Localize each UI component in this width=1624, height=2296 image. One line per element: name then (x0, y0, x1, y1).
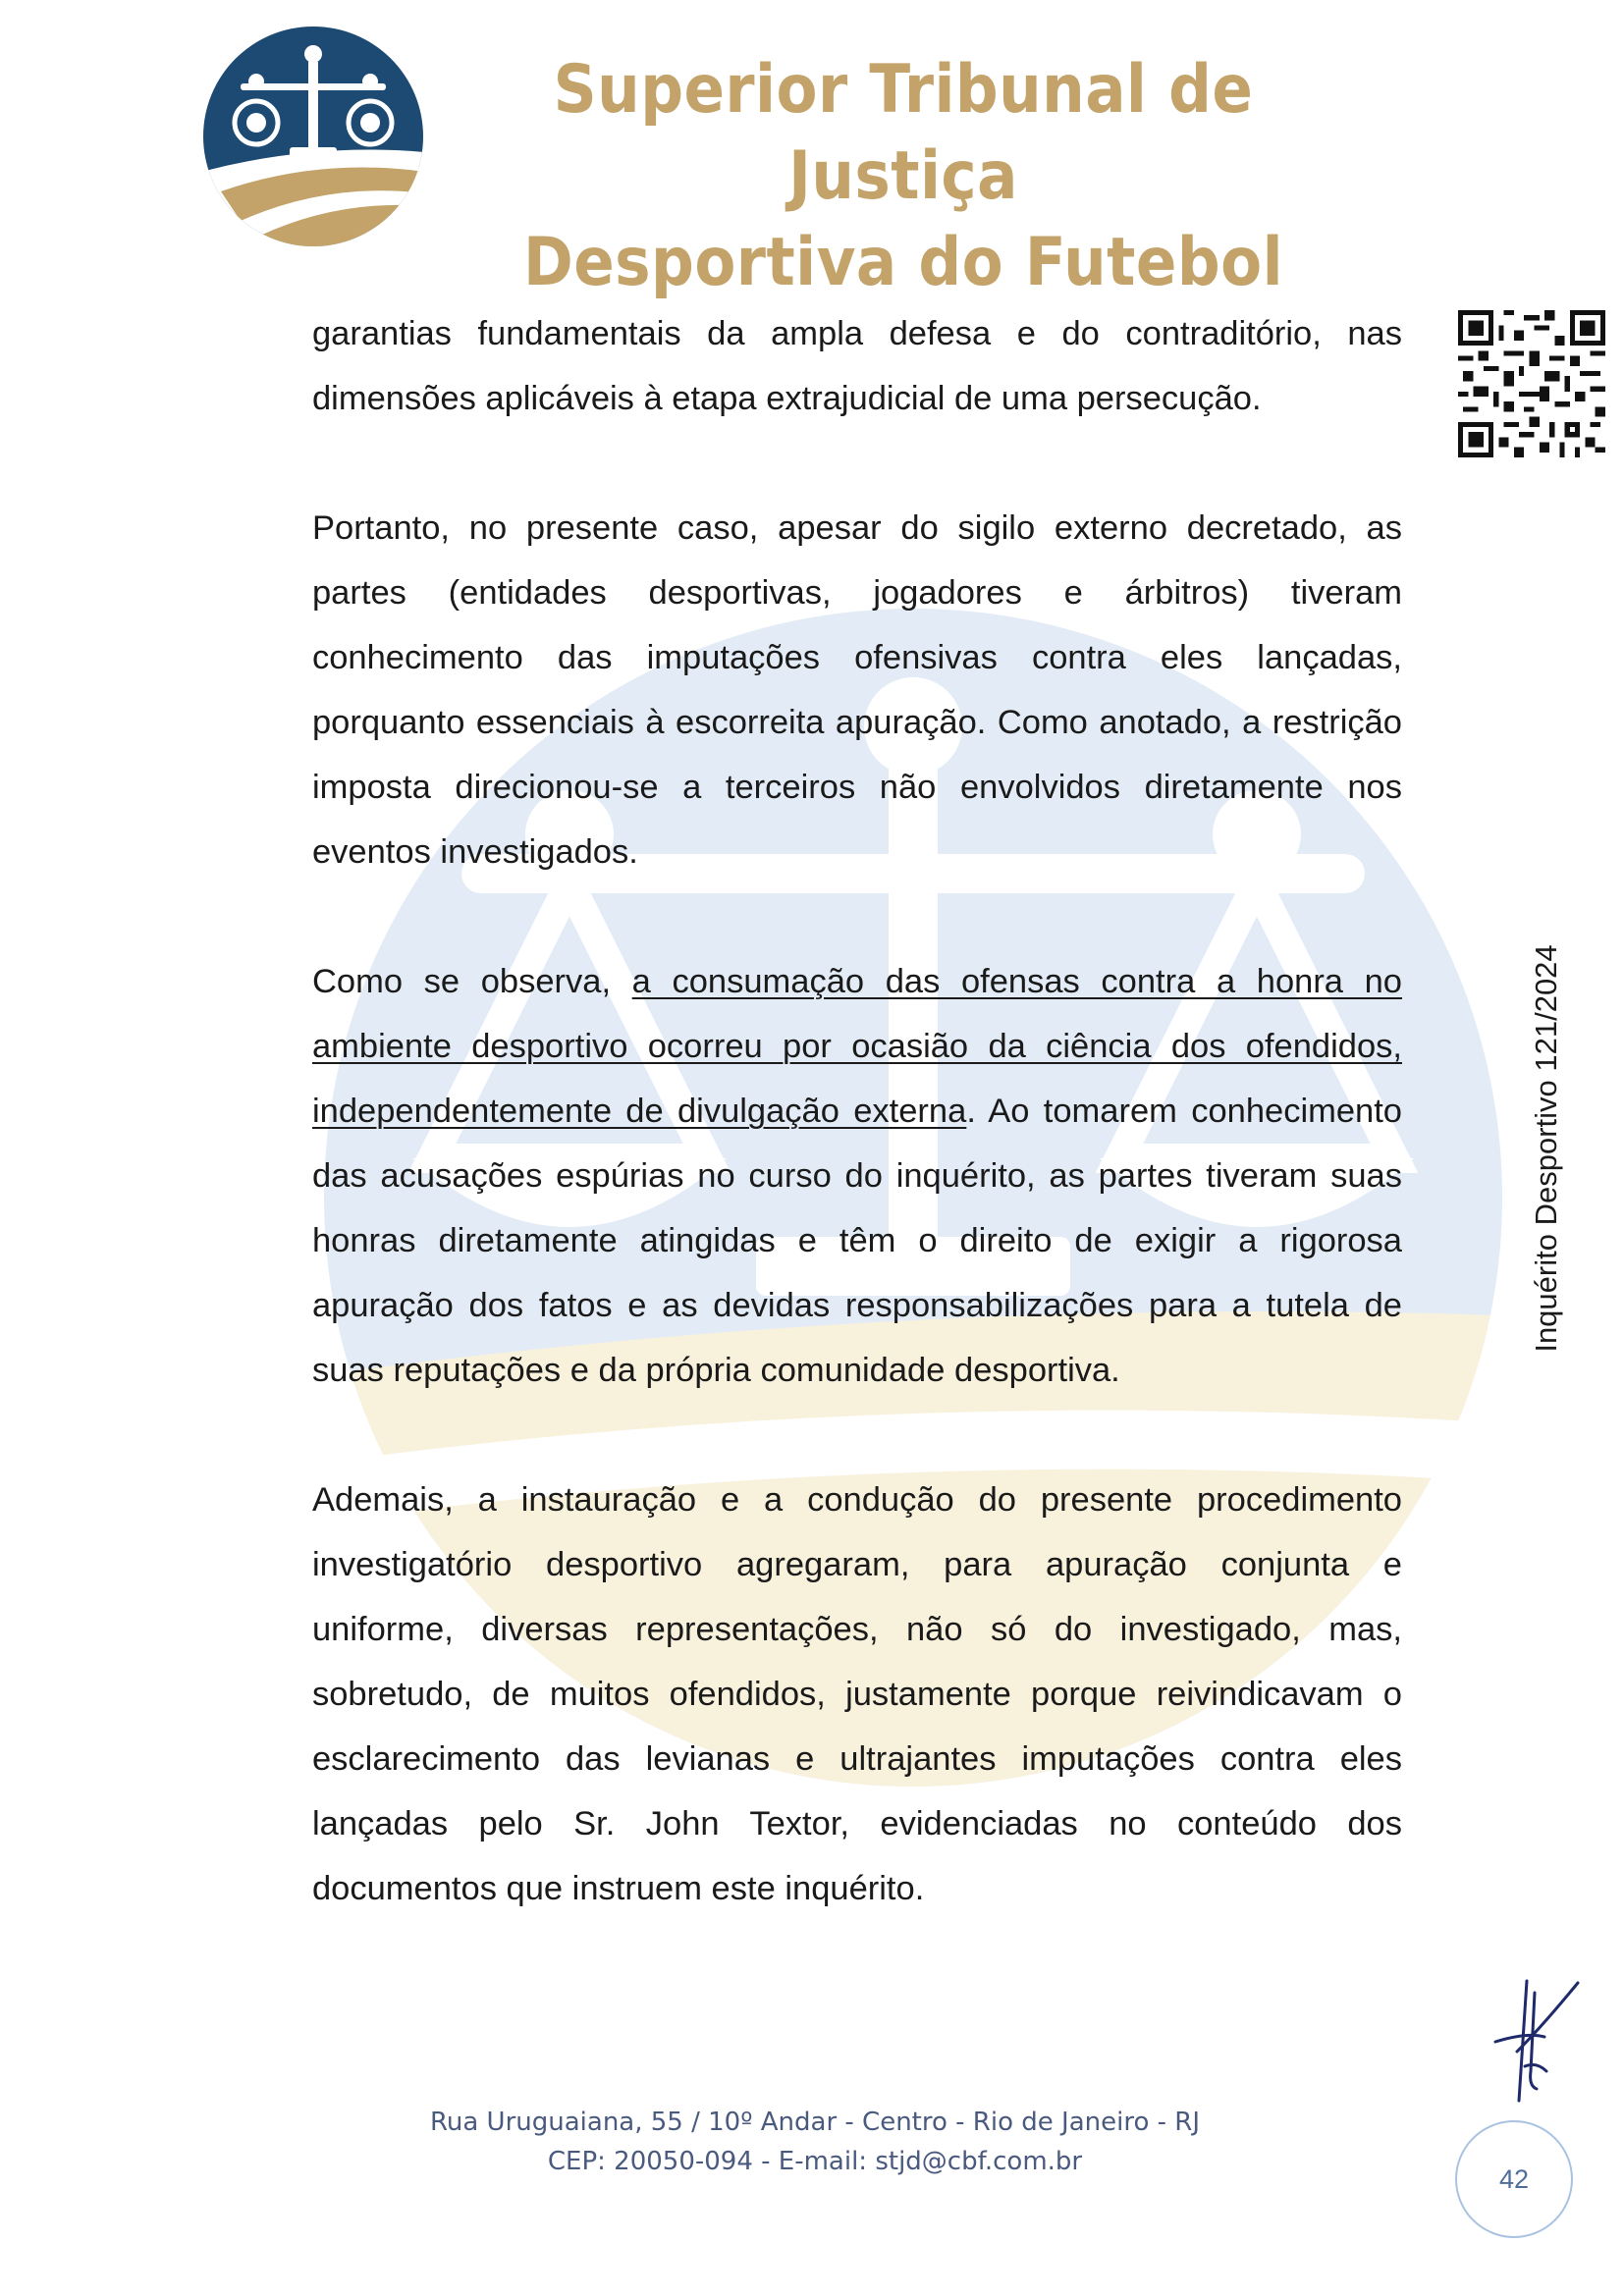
court-title-line2: Desportiva do Futebol (522, 224, 1284, 301)
signature-mark (1488, 1973, 1586, 2110)
paragraph-3-intro: Como se observa, (312, 963, 632, 1000)
footer-address-line: Rua Uruguaiana, 55 / 10º Andar - Centro - Rio de Janeiro - RJ (429, 2108, 1200, 2137)
paragraph-4: Ademais, a instauração e a condução do presente procedimento investigatório desportivo agregaram, para apuração conjunta e uniforme, diversas representações, não só do investigado, mas, sobretudo, de muitos ofendidos, justamente porque reivindicavam o esclarecimento das levianas e ultrajantes imputações contra eles lançadas pelo Sr. John Textor, evidenciadas no conteúdo dos documentos que instruem este inquérito. (312, 1481, 1402, 1907)
inquiry-reference-label: Inquérito Desportivo 121/2024 (1529, 944, 1563, 1353)
paragraph-3 (312, 949, 1402, 1403)
court-title-line1: Superior Tribunal de Justiça (553, 51, 1254, 215)
footer-contact-line: CEP: 20050-094 - E-mail: stjd@cbf.com.br (547, 2147, 1083, 2176)
qr-code-icon (1458, 310, 1605, 457)
paragraph-2: Portanto, no presente caso, apesar do sigilo externo decretado, as partes (entidades desportivas, jogadores e árbitros) tiveram conhecimento das imputações ofensivas contra eles lançadas, porquanto essenciais à escorreita apuração. Como anotado, a restrição imposta direcionou-se a terceiros não envolvidos diretamente nos eventos investigados. (312, 509, 1402, 871)
paragraph-1: garantias fundamentais da ampla defesa e do contraditório, nas dimensões aplicáveis à etapa extrajudicial de uma persecução. (312, 315, 1402, 417)
court-title (514, 47, 1292, 306)
stjd-logo (201, 25, 425, 248)
footer-address (422, 2103, 1208, 2181)
paragraph-3-rest: . Ao tomarem conhecimento das acusações espúrias no curso do inquérito, as partes tiveram suas honras diretamente atingidas e têm o direito de exigir a rigorosa apuração dos fatos e as devidas responsabilizações para a tutela de suas reputações e da própria comunidade desportiva. (312, 1093, 1402, 1389)
document-body (312, 301, 1402, 1986)
page-number: 42 (1498, 2163, 1530, 2194)
paragraph-3-underlined: a consumação das ofensas contra a honra no ambiente desportivo ocorreu por ocasião da ciência dos ofendidos, independentemente de divulgação externa (312, 963, 1402, 1130)
page-number-badge (1455, 2120, 1573, 2238)
